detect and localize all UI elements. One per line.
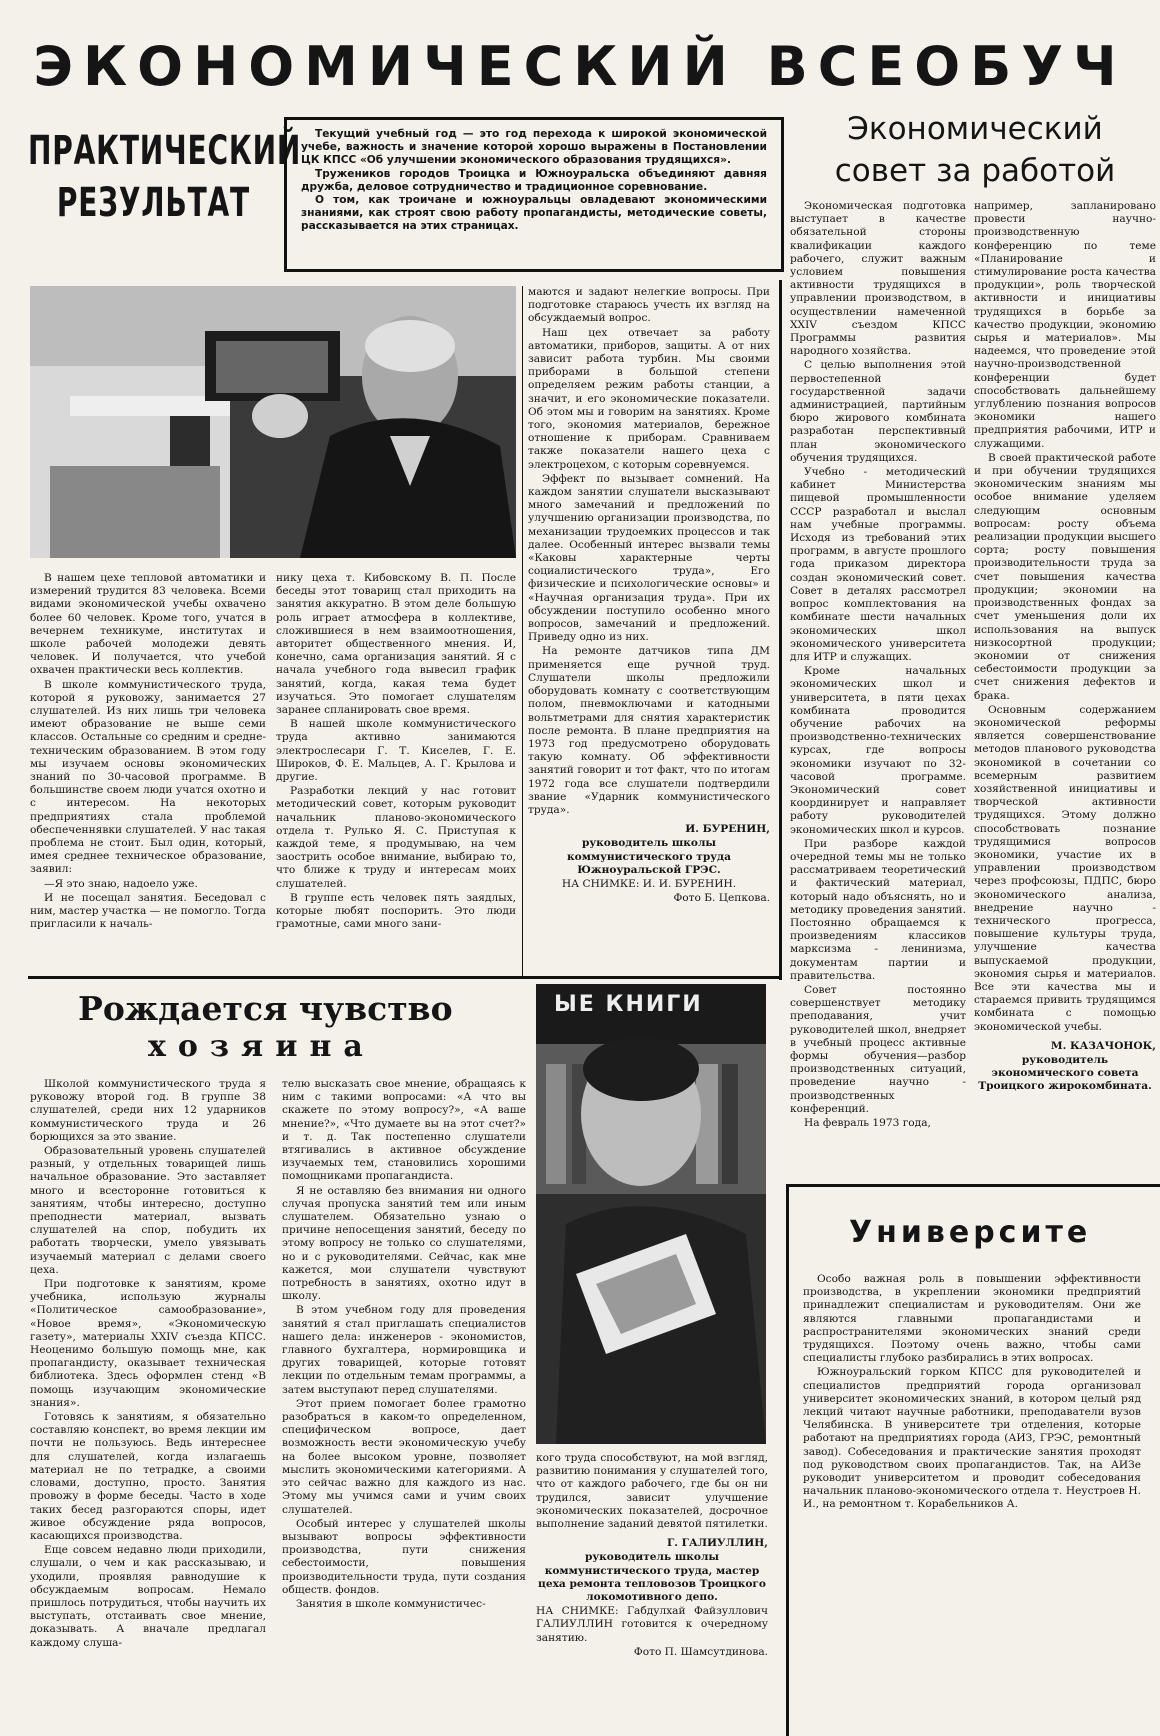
paragraph: Наш цех отвечает за работу автоматики, приборов, защиты. А от них зависит работа турбин. Мы своими приборами в большой степени определяем режим работы станции, а значит, и его экономические показатели. Об этом мы и говорим на занятиях. Кроме того, экономия материалов, бережное отношение к приборам. Сравниваем также показатели нашего цеха с электроцехом, с которым соревнуемся. (528, 326, 770, 471)
photo-sign-text: ЫЕ КНИГИ (554, 992, 703, 1017)
paragraph: Занятия в школе коммунистичес- (296, 1597, 486, 1610)
paragraph: Готовясь к занятиям, я обязательно составляю конспект, во время лекции им почти не пользуюсь. Ведь интереснее для слушателей, когда излагаешь материал не по тетрадке, а своими словами, доступно, просто. Занятия провожу в форме беседы. Часто в ходе таких бесед разгораются споры, идет живое обсуждение ряда вопросов, касающихся производства. (30, 1411, 266, 1542)
paragraph: На ремонте датчиков типа ДМ применяется еще ручной труд. Слушатели школы предложили оборудовать комнату с соответствующим полом, пневмоключами и катодными вольтметрами для снятия характеристик после ремонта. В плане предприятия на 1973 год предусмотрено оборудовать такую комнату. Об эффективности занятий говорит и тот факт, что по итогам 1972 года все слушатели подтвердили звание «Ударник коммунистического труда». (528, 645, 770, 816)
paragraph: С целью выполнения этой первостепенной государственной задачи администрацией, партийным бюро жирового комбината разработан перспективный план экономического обучения трудящихся. (790, 359, 966, 464)
paragraph: В своей практической работе и при обучении трудящихся экономическим знаниям мы особое внимание уделяем следующим основным вопросам: росту объема реализации продукции высшего сорта; росту повышения производительности труда за счет повышения качества продукции; экономии на производственных фондах за счет уменьшения доли их использования на выпуск низкосортной продукции; экономии от снижения себестоимости продукции за счет снижения дефектов и брака. (974, 451, 1156, 702)
paragraph: кого труда способствуют, на мой взгляд, развитию понимания у слушателей того, что от каждого рабочего, где бы он ни трудился, зависит улучшение экономических показателей, досрочное выполнение заданий девятой пятилетки. (536, 1452, 768, 1531)
paragraph: —Я это знаю, надоело уже. (44, 877, 198, 890)
author-role: руководитель школы коммунистического труда, мастер цеха ремонта тепловозов Троицкого локомотивного депо. (538, 1551, 766, 1604)
author-signature: И. БУРЕНИН, (685, 823, 770, 836)
paragraph: Образовательный уровень слушателей разный, у отдельных товарищей лишь начальное образование. Это заставляет много и всесторонне готовиться к занятиям, чтобы интересно, доступно преподнести материал, вызвать слушателей на спор, побудить их работать творчески, умело увязывать изучаемый материал с делами своего цеха. (30, 1145, 266, 1276)
author-signature: Г. ГАЛИУЛЛИН, (666, 1537, 768, 1550)
column-divider (522, 286, 523, 976)
article2-column-2 (974, 200, 1156, 1280)
paragraph: В этом учебном году для проведения занятий я стал приглашать специалистов нашего дела: инженеров - экономистов, главного бухгалтера, нормировщика и других товарищей, которые готовят лекции по отдельным темам программы, а затем выступают перед слушателями. (282, 1304, 526, 1396)
paragraph: В школе коммунистического труда, которой я руковожу, занимается 27 слушателей. Из них лишь три человека имеют образование не выше семи классов. Остальные со средним и средне-техническим образованием. В этом году мы изучаем основы экономических знаний по 30-часовой программе. В большинстве своем люди учатся охотно и с интересом. На некоторых предприятиях стала проблемой обеспеченнявки слушателей. У нас такая проблема не стоит. Был один, который, имея среднее техническое образование, заявил: (30, 678, 266, 876)
paragraph: Еще совсем недавно люди приходили, слушали, о чем и как рассказываю, и уходили, проявляя равнодушие к обсуждаемым вопросам. Немало пришлось потрудиться, чтобы научить их выступать, отстаивать свое мнение, доказывать. А вначале предлагал каждому слуша- (30, 1544, 266, 1649)
paragraph: Кроме начальных экономических школ и университета, в пяти цехах комбината проводится обучение рабочих на производственно-технических курсах, где вопросы экономики изучают по 32-часовой программе. Экономический совет координирует и направляет работу руководителей экономических школ и курсов. (790, 665, 966, 836)
paragraph: Разработки лекций у нас готовит методический совет, которым руководит начальник планово-экономического отдела т. Рулько Я. С. Приступая к каждой теме, я продумываю, на чем заострить особое внимание, выбираю то, что ближе к труду и интересам моих слушателей. (276, 785, 516, 890)
paragraph: нику цеха т. Кибовскому В. П. После беседы этот товарищ стал приходить на занятия аккуратно. В этом деле большую роль играет атмосфера в коллективе, сложившиеся в нем взаимоотношения, авторитет общественного мнения. И, конечно, сама организация занятий. Я с начала учебного года вывесил график занятий, когда, какая тема будет изучаться. Это помогает слушателям заранее спланировать свое время. (276, 572, 516, 717)
paragraph: В нашем цехе тепловой автоматики и измерений трудится 83 человека. Всеми видами экономической учебы охвачено более 60 человек. Кроме того, учатся в вечернем техникуме, институтах и школе рабочей молодежи девять человек. И получается, что учебой охвачен практически весь коллектив. (30, 572, 266, 677)
paragraph: В группе есть человек пять заядлых, которые любят поспорить. Это люди грамотные, сами много зани- (276, 891, 516, 931)
paragraph: Я не оставляю без внимания ни одного случая пропуска занятий тем или иным слушателем. Обязательно узнаю о причине непосещения занятий, беседу по этому вопросу не только со слушателями, но и с руководителями. Сейчас, как мне кажется, мои слушатели чувствуют потребность в занятиях, охотно идут в школу. (282, 1184, 526, 1303)
article4-title: Университе (849, 1215, 1092, 1250)
paragraph: На февраль 1973 года, (804, 1117, 931, 1130)
paragraph: Школой коммунистического труда я руковожу второй год. В группе 38 слушателей, среди них 12 ударников коммунистического труда и 26 борющихся за это звание. (30, 1078, 266, 1143)
article1-column-2 (276, 572, 516, 980)
paragraph: Особый интерес у слушателей школы вызывают вопросы эффективности производства, пути снижения себестоимости, повышения производительности труда, пути создания обществ. фондов. (282, 1517, 526, 1596)
paragraph: телю высказать свое мнение, обращаясь к ним с такими вопросами: «А что вы скажете по этому вопросу?», «А ваше мнение?», «Что думаете вы на этот счет?» и т. д. Так постепенно слушатели втягивались в активное обсуждение изучаемых тем, становились хорошими помощниками пропагандиста. (282, 1078, 526, 1183)
intro-paragraph: Тружеников городов Троицка и Южноуральска объединяют давняя дружба, деловое сотрудничество и традиционное соревнование. (301, 167, 767, 193)
article3-column-2 (282, 1078, 526, 1736)
paragraph: В нашей школе коммунистического труда активно занимаются электрослесари Г. Т. Киселев, Г. Е. Широков, Ф. Е. Мальцев, А. Г. Крылова и другие. (276, 718, 516, 784)
article1-title-line2: РЕЗУЛЬТАТ (56, 180, 250, 226)
article3-column-1 (30, 1078, 266, 1736)
article2-column-1 (790, 200, 966, 1280)
paragraph: например, запланировано провести научно-производственную конференцию по теме «Планирование и стимулирование роста качества продукции», роль творческой активности и инициативы трудящихся в борьбе за качество продукции, экономию сырья и материалов». Мы надеемся, что проведение этой научно-производственной конференции будет способствовать дальнейшему углублению познания вопросов экономики нашего предприятия рабочими, ИТР и служащими. (974, 200, 1156, 450)
intro-paragraph: Текущий учебный год — это год перехода к широкой экономической учебе, важность и значение которой хорошо выражены в Постановлении ЦК КПСС «Об улучшении экономического образования трудящихся». (301, 128, 767, 167)
article2-title-line1: Экономический (847, 111, 1103, 147)
masthead-title: ЭКОНОМИЧЕСКИЙ ВСЕОБУЧ (33, 35, 1127, 98)
author-signature: М. КАЗАЧОНОК, (1050, 1039, 1156, 1052)
university-box (786, 1184, 1160, 1736)
paragraph: маются и задают нелегкие вопросы. При подготовке стараюсь учесть их взгляд на обсуждаемый вопрос. (528, 286, 770, 325)
paragraph: При подготовке к занятиям, кроме учебника, использую журналы «Политическое самообразование», «Новое время», «Экономическую газету», материалы XXIV съезда КПСС. Неоценимо большую помощь мне, как пропагандисту, оказывает техническая библиотека. Здесь оформлен стенд «В помощь изучающим экономические знания». (30, 1278, 266, 1409)
paragraph: При разборе каждой очередной темы мы не только рассматриваем теоретический и фактический материал, который надо объяснять, но и методику проведения занятий. Постоянно обращаемся к произведениям классиков марксизма - ленинизма, документам партии и правительства. (790, 837, 966, 982)
article3-column-3 (536, 1452, 768, 1736)
intro-paragraph: О том, как троичане и южноуральцы овладевают экономическими знаниями, как строят свою работу пропагандисты, методические советы, рассказывается на этих страницах. (301, 194, 767, 233)
paragraph: Экономическая подготовка выступает в качестве обязательной стороны квалификации каждого рабочего, служит важным условием повышения активности трудящихся в управлении производством, в осуществлении намеченной XXIV съездом КПСС Программы развития народного хозяйства. (790, 200, 966, 358)
paragraph: Этот прием помогает более грамотно разобраться в каком-то определенном, специфическом вопросе, дает возможность вести экономическую учебу на более высоком уровне, позволяет мыслить экономическими категориями. А это сейчас важно для каждого из нас. Этому мы учимся сами и учим своих слушателей. (282, 1397, 526, 1516)
column-divider (779, 280, 782, 980)
paragraph: Основным содержанием экономической реформы является совершенствование методов планового руководства экономикой в сочетании со всемерным развитием хозяйственной инициативы и творческой активности трудящихся. Этому должно способствовать познание трудящимися вопросов экономики, участие их в управлении производством через профсоюзы, ПДПС, бюро экономического анализа, внедрение научно - технического прогресса, повышение культуры труда, улучшение качества выпускаемой продукции, экономия сырья и материалов. Все эти качества мы и стараемся привить трудящимся комбината с помощью экономической учебы. (974, 703, 1156, 1033)
photo-burenin (30, 286, 516, 558)
article3-title-line1: Рождается чувство (78, 989, 453, 1028)
article2-title-line2: совет за работой (834, 153, 1116, 189)
author-role: руководитель экономического совета Троицкого жирокомбината. (978, 1054, 1152, 1093)
paragraph: Учебно - методический кабинет Министерства пищевой промышленности СССР разработал и выслал нам учебные программы. Исходя из требований этих программ, в августе прошлого года приказом директора создан экономический совет. Совет в деталях рассмотрел вопрос комплектования на комбинате шести начальных экономических школ экономического университета для ИТР и служащих. (790, 466, 966, 663)
photo-credit: Фото П. Шамсутдинова. (633, 1645, 768, 1658)
photo-credit: Фото Б. Цепкова. (673, 892, 770, 905)
photo-caption: НА СНИМКЕ: И. И. БУРЕНИН. (561, 877, 737, 890)
paragraph: Особо важная роль в повышении эффективности производства, в укреплении экономики предприятий принадлежит специалистам и руководителям. Они же являются главными пропагандистами и распространителями экономических знаний среди трудящихся. Поэтому очень важно, чтобы сами специалисты глубоко разбирались в этих вопросах. (803, 1273, 1141, 1365)
article1-column-3 (528, 286, 770, 980)
article3-title-line2: хозяина (148, 1029, 375, 1064)
photo-galiullin (536, 984, 766, 1444)
intro-box (284, 117, 784, 272)
photo-caption: НА СНИМКЕ: Габдулхай Файзуллович ГАЛИУЛЛИН готовится к очередному занятию. (536, 1605, 768, 1644)
author-role: руководитель школы коммунистического труда Южноуральской ГРЭС. (567, 837, 731, 876)
article4-column (803, 1273, 1141, 1729)
article1-column-1 (30, 572, 266, 980)
article1-title-line1: ПРАКТИЧЕСКИЙ (28, 128, 302, 174)
paragraph: Совет постоянно совершенствует методику преподавания, учит руководителей школ, внедряет в учебный процесс активные формы обучения—разбор производственных ситуаций, проведение научно - производственных конференций. (790, 983, 966, 1115)
paragraph: И не посещал занятия. Беседовал с ним, мастер участка — не помогло. Тогда пригласили к началь- (30, 891, 266, 931)
paragraph: Эффект по вызывает сомнений. На каждом занятии слушатели высказывают много замечаний и предложений по улучшению организации производства, по механизации трудоемких процессов и так далее. Особенный интерес вызвали темы «Каковы характерные черты социалистического труда», Его физические и психологические основы» и «Научная организация труда». При их обсуждении поступило особенно много вопросов, замечаний и предложений. Приведу одно из них. (528, 472, 770, 644)
paragraph: Южноуральский горком КПСС для руководителей и специалистов предприятий города организовал университет экономических знаний, в котором целый ряд лекций читают научные работники, преподаватели вузов Челябинска. В университете три отделения, которые работают на предприятиях города (АИЗ, ГРЭС, ремонтный завод). Собеседования и практические занятия проходят под руководством своих пропагандистов. Так, на АИЗе руководит университетом и проводит собеседования начальник планово-экономического отдела т. Неустроев Н. И., на ремонтном т. Корабельников А. (803, 1366, 1141, 1511)
section-divider (28, 976, 780, 979)
